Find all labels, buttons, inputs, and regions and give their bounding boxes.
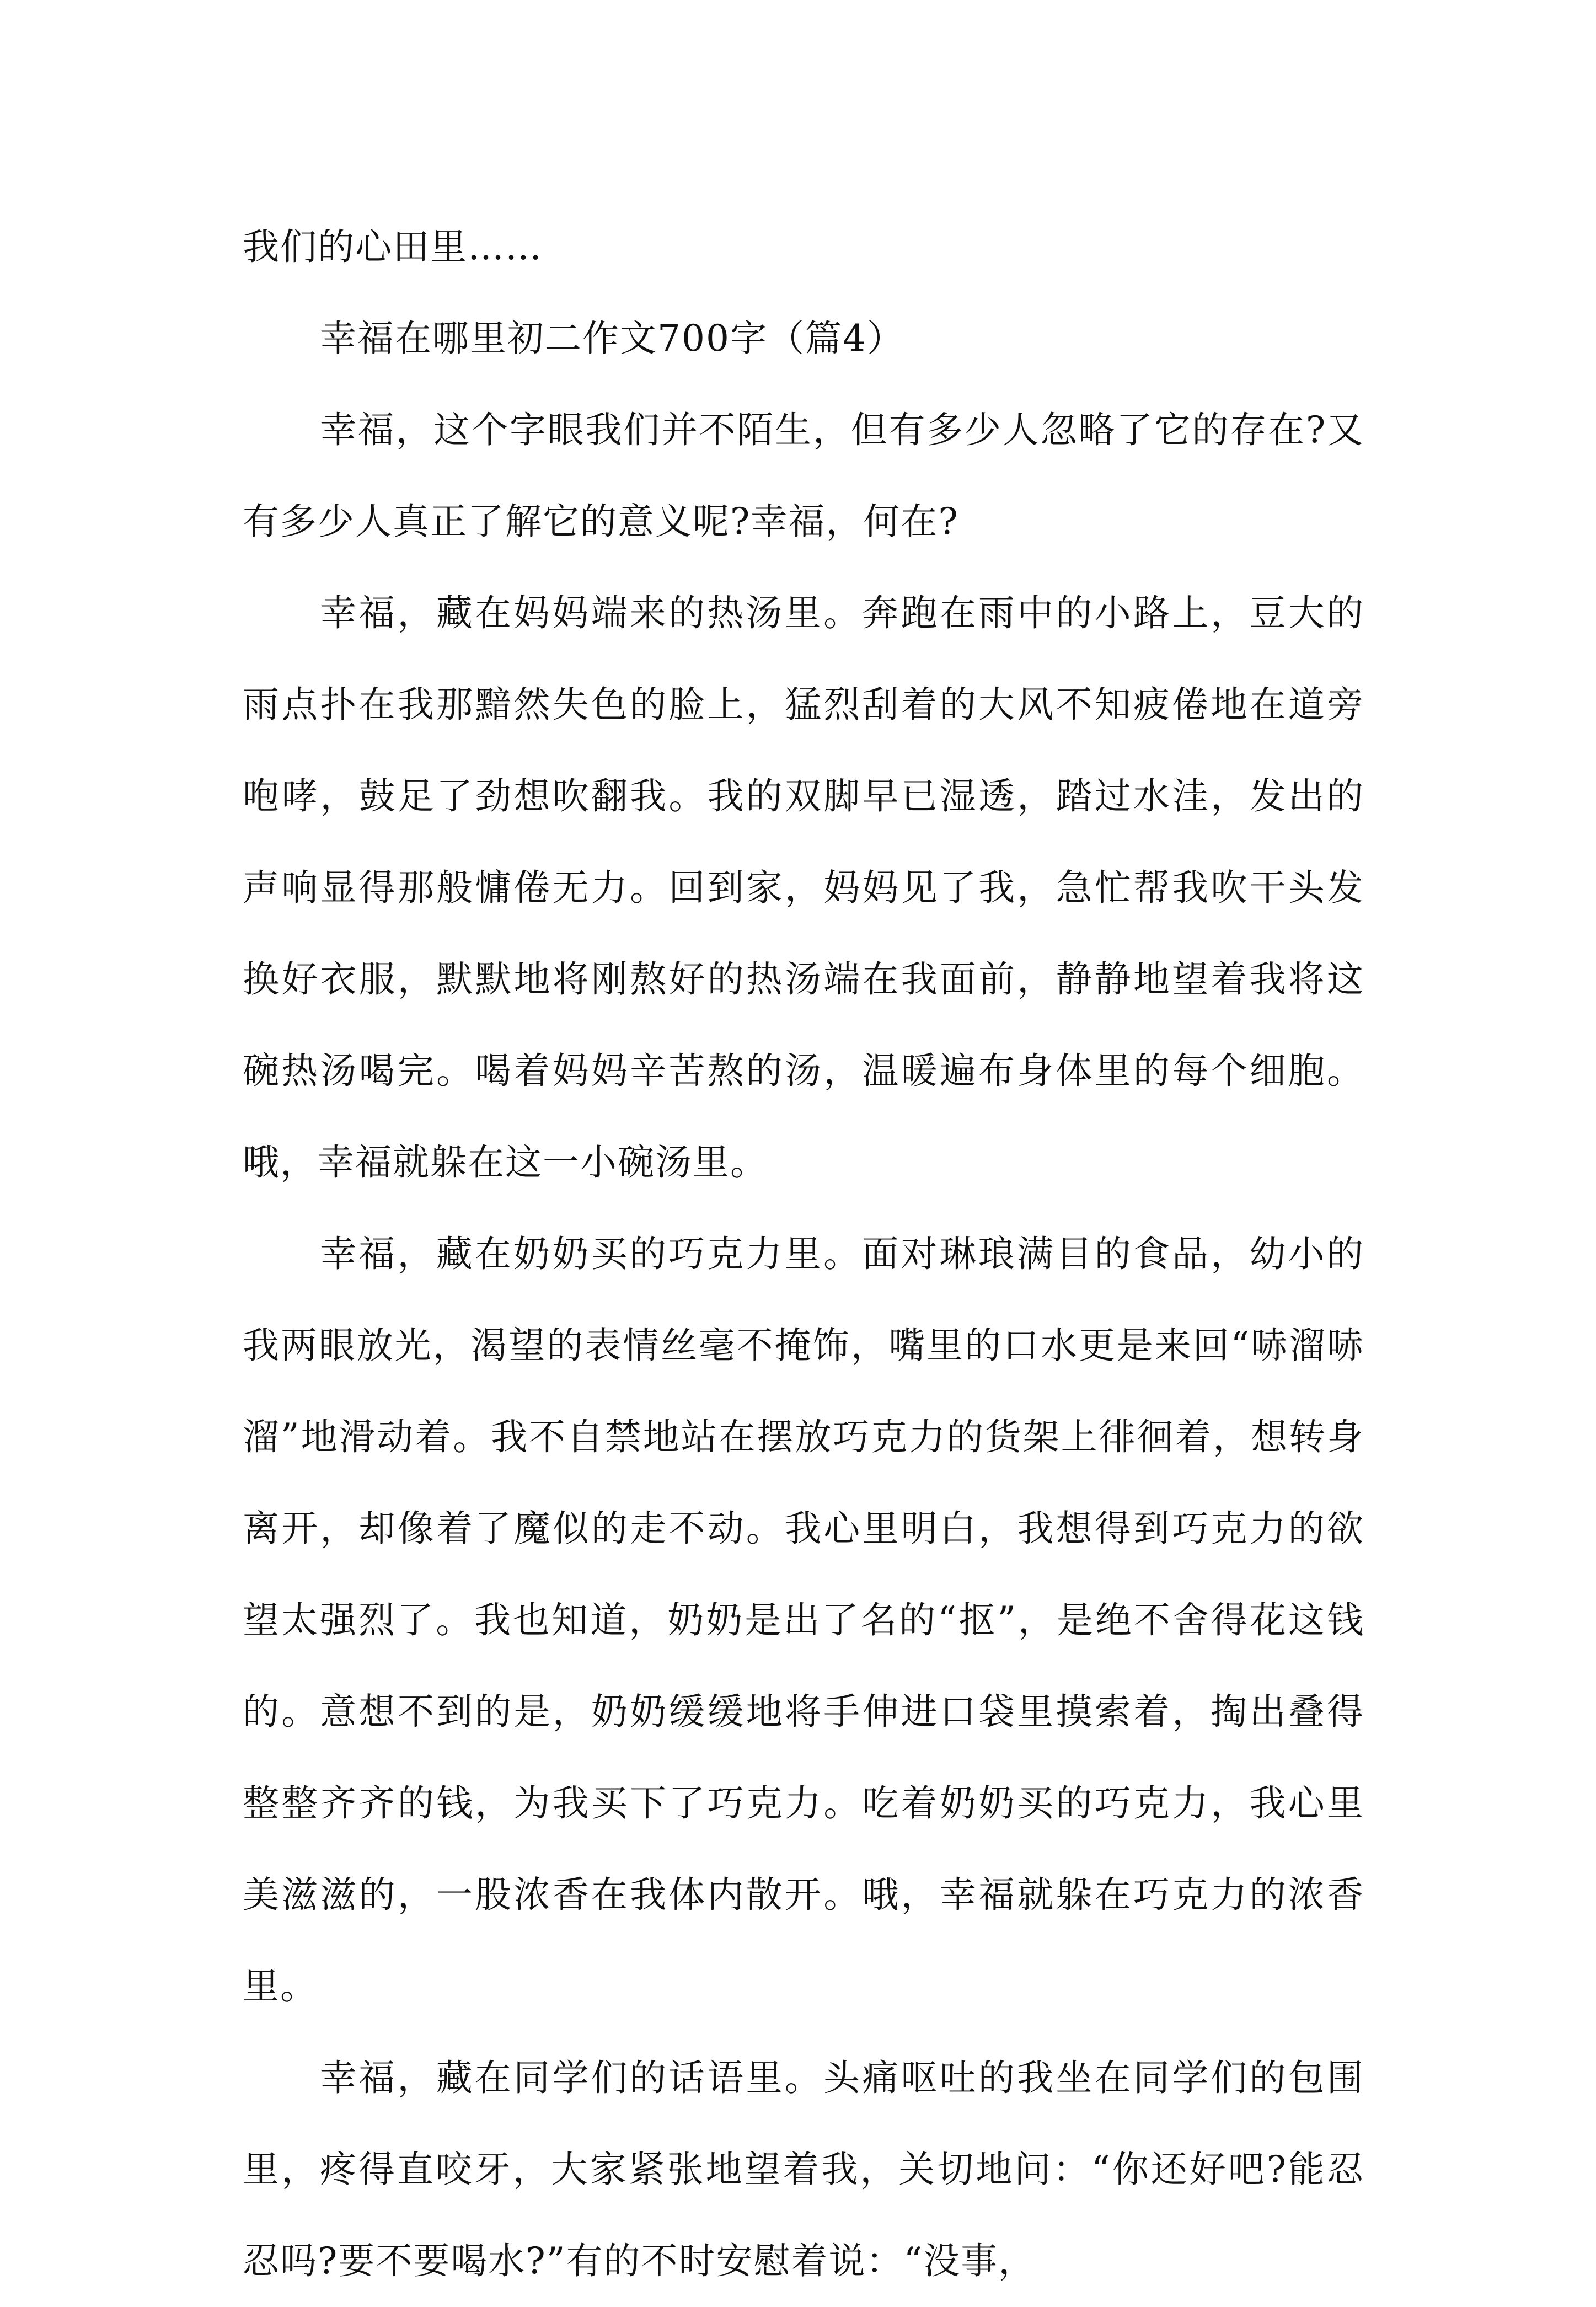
paragraph-grandma-chocolate: 幸福，藏在奶奶买的巧克力里。面对琳琅满目的食品，幼小的我两眼放光，渴望的表情丝毫不掩饰，嘴里的口水更是来回“哧溜哧溜”地滑动着。我不自禁地站在摆放巧克力的货架上徘徊着，想转身离开，却像着了魔似的走不动。我心里明白，我想得到巧克力的欲望太强烈了。我也知道，奶奶是出了名的“抠”，是绝不舍得花这钱的。意想不到的是，奶奶缓缓地将手伸进口袋里摸索着，掏出叠得整整齐齐的钱，为我买下了巧克力。吃着奶奶买的巧克力，我心里美滋滋的，一股浓香在我体内散开。哦，幸福就躲在巧克力的浓香里。 <box>243 1233 1364 2008</box>
section-heading: 幸福在哪里初二作文700字（篇4） <box>320 317 904 360</box>
paragraph-classmates: 幸福，藏在同学们的话语里。头痛呕吐的我坐在同学们的包围里，疼得直咬牙，大家紧张地望着我，关切地问：“你还好吧?能忍忍吗?要不要喝水?”有的不时安慰着说：“没事， <box>243 2057 1364 2282</box>
continuation-paragraph: 我们的心田里…… <box>243 226 543 268</box>
paragraph-intro: 幸福，这个字眼我们并不陌生，但有多少人忽略了它的存在?又有多少人真正了解它的意义呢?幸福，何在? <box>243 409 1364 543</box>
paragraph-mother-soup: 幸福，藏在妈妈端来的热汤里。奔跑在雨中的小路上，豆大的雨点扑在我那黯然失色的脸上，猛烈刮着的大风不知疲倦地在道旁咆哮，鼓足了劲想吹翻我。我的双脚早已湿透，踏过水洼，发出的声响显得那般慵倦无力。回到家，妈妈见了我，急忙帮我吹干头发换好衣服，默默地将刚熬好的热汤端在我面前，静静地望着我将这碗热汤喝完。喝着妈妈辛苦熬的汤，温暖遍布身体里的每个细胞。哦，幸福就躲在这一小碗汤里。 <box>243 592 1364 1184</box>
document-body <box>243 201 1364 2307</box>
